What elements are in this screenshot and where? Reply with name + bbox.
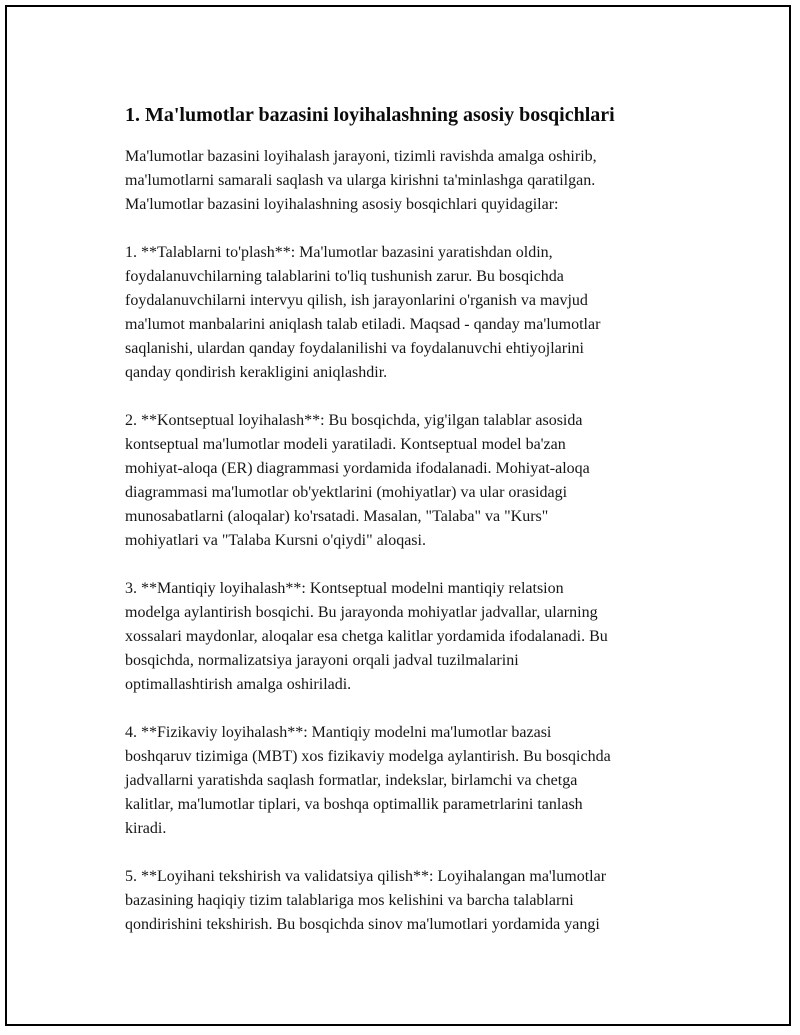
paragraph-line: qanday qondirish kerakligini aniqlashdir. xyxy=(125,364,388,381)
document-content xyxy=(125,103,685,961)
paragraph-line: optimallashtirish amalga oshiriladi. xyxy=(125,676,352,693)
paragraph-line: foydalanuvchilarni intervyu qilish, ish jarayonlarini o'rganish va mavjud xyxy=(125,292,588,309)
paragraph-line: foydalanuvchilarning talablarini to'liq tushunish zarur. Bu bosqichda xyxy=(125,268,564,285)
paragraph-line: mohiyatlari va "Talaba Kursni o'qiydi" aloqasi. xyxy=(125,532,426,549)
intro-paragraph xyxy=(125,145,685,217)
step-1-paragraph xyxy=(125,241,685,385)
paragraph-line: modelga aylantirish bosqichi. Bu jarayonda mohiyatlar jadvallar, ularning xyxy=(125,604,598,621)
paragraph-line: munosabatlarni (aloqalar) ko'rsatadi. Masalan, "Talaba" va "Kurs" xyxy=(125,508,549,525)
paragraph-line: bazasining haqiqiy tizim talablariga mos kelishini va barcha talablarni xyxy=(125,892,574,909)
paragraph-line: jadvallarni yaratishda saqlash formatlar, indekslar, birlamchi va chetga xyxy=(125,772,578,789)
paragraph-line: qondirishini tekshirish. Bu bosqichda sinov ma'lumotlari yordamida yangi xyxy=(125,916,600,933)
paragraph-line: 4. **Fizikaviy loyihalash**: Mantiqiy modelni ma'lumotlar bazasi xyxy=(125,724,552,741)
paragraph-line: diagrammasi ma'lumotlar ob'yektlarini (mohiyatlar) va ular orasidagi xyxy=(125,484,568,501)
document-title: 1. Ma'lumotlar bazasini loyihalashning asosiy bosqichlari xyxy=(125,104,615,126)
step-4-paragraph xyxy=(125,721,685,841)
paragraph-line: 3. **Mantiqiy loyihalash**: Kontseptual modelni mantiqiy relatsion xyxy=(125,580,564,597)
paragraph-line: ma'lumot manbalarini aniqlash talab etiladi. Maqsad - qanday ma'lumotlar xyxy=(125,316,601,333)
paragraph-line: Ma'lumotlar bazasini loyihalashning asosiy bosqichlari quyidagilar: xyxy=(125,196,559,213)
step-2-paragraph xyxy=(125,409,685,553)
paragraph-line: mohiyat-aloqa (ER) diagrammasi yordamida ifodalanadi. Mohiyat-aloqa xyxy=(125,460,590,477)
step-3-paragraph xyxy=(125,577,685,697)
paragraph-line: xossalari maydonlar, aloqalar esa chetga kalitlar yordamida ifodalanadi. Bu xyxy=(125,628,608,645)
step-5-paragraph xyxy=(125,865,685,937)
paragraph-line: ma'lumotlarni samarali saqlash va ularga kirishni ta'minlashga qaratilgan. xyxy=(125,172,596,189)
paragraph-line: 5. **Loyihani tekshirish va validatsiya qilish**: Loyihalangan ma'lumotlar xyxy=(125,868,607,885)
paragraph-line: 2. **Kontseptual loyihalash**: Bu bosqichda, yig'ilgan talablar asosida xyxy=(125,412,583,429)
paragraph-line: bosqichda, normalizatsiya jarayoni orqali jadval tuzilmalarini xyxy=(125,652,519,669)
page-frame xyxy=(5,5,791,1026)
paragraph-line: kalitlar, ma'lumotlar tiplari, va boshqa optimallik parametrlarini tanlash xyxy=(125,796,583,813)
paragraph-line: kiradi. xyxy=(125,820,167,837)
paragraph-line: kontseptual ma'lumotlar modeli yaratiladi. Kontseptual model ba'zan xyxy=(125,436,566,453)
paragraph-line: boshqaruv tizimiga (MBT) xos fizikaviy modelga aylantirish. Bu bosqichda xyxy=(125,748,611,765)
paragraph-line: Ma'lumotlar bazasini loyihalash jarayoni, tizimli ravishda amalga oshirib, xyxy=(125,148,597,165)
paragraph-line: saqlanishi, ulardan qanday foydalanilishi va foydalanuvchi ehtiyojlarini xyxy=(125,340,584,357)
paragraph-line: 1. **Talablarni to'plash**: Ma'lumotlar bazasini yaratishdan oldin, xyxy=(125,244,553,261)
